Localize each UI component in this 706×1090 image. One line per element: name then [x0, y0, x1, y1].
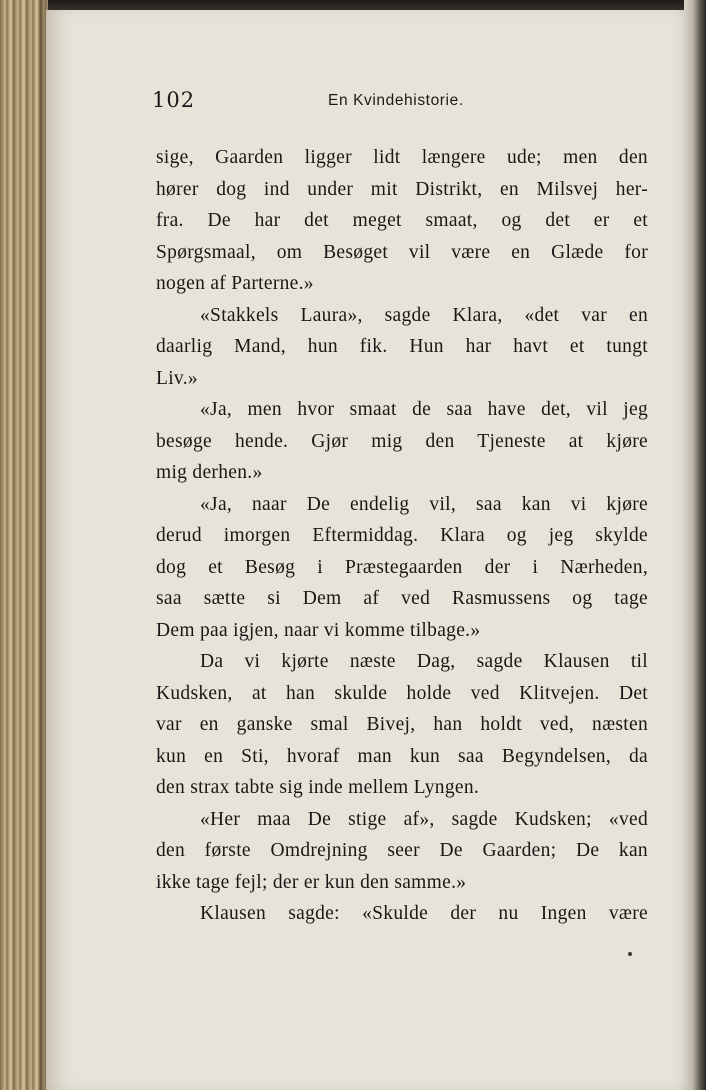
text-line: mig derhen.» [156, 462, 263, 483]
text-line: «Ja, men hvor smaat de saa have det, vil jeg [200, 399, 648, 420]
running-title: En Kvindehistorie. [328, 92, 464, 109]
text-line: sige, Gaarden ligger lidt længere ude; men den [156, 147, 648, 168]
body-text [156, 142, 648, 930]
text-line: besøge hende. Gjør mig den Tjeneste at kjøre [156, 430, 648, 452]
text-line: «Her maa De stige af», sagde Kudsken; «ved [200, 808, 648, 830]
text-line: fra. De har det meget smaat, og det er et [156, 210, 648, 231]
text-line: derud imorgen Eftermiddag. Klara og jeg skylde [156, 525, 648, 546]
text-line: den første Omdrejning seer De Gaarden; De kan [156, 840, 648, 861]
text-line: nogen af Parterne.» [156, 273, 314, 294]
text-line: ikke tage fejl; der er kun den samme.» [156, 871, 467, 893]
text-line: saa sætte si Dem af ved Rasmussens og tage [156, 588, 648, 609]
text-line: daarlig Mand, hun fik. Hun har havt et tungt [156, 336, 648, 357]
ink-speck [628, 952, 632, 956]
running-header [152, 88, 652, 118]
text-line: Klausen sagde: «Skulde der nu Ingen være [200, 903, 648, 924]
text-line: Dem paa igjen, naar vi komme tilbage.» [156, 619, 481, 641]
text-line: «Stakkels Laura», sagde Klara, «det var en [200, 304, 648, 326]
text-line: hører dog ind under mit Distrikt, en Milsvej her- [156, 178, 648, 200]
text-line: Da vi kjørte næste Dag, sagde Klausen til [200, 651, 648, 672]
text-line: dog et Besøg i Præstegaarden der i Nærheden, [156, 556, 648, 578]
page-number: 102 [152, 88, 196, 112]
text-line: var en ganske smal Bivej, han holdt ved, næsten [156, 714, 648, 735]
text-line: den strax tabte sig inde mellem Lyngen. [156, 777, 480, 798]
text-line: kun en Sti, hvoraf man kun saa Begyndelsen, da [156, 745, 648, 767]
text-line: Spørgsmaal, om Besøget vil være en Glæde for [156, 241, 648, 263]
text-line: Liv.» [156, 367, 198, 389]
text-line: Kudsken, at han skulde holde ved Klitvejen. Det [156, 682, 648, 704]
text-line: «Ja, naar De endelig vil, saa kan vi kjøre [200, 493, 648, 515]
